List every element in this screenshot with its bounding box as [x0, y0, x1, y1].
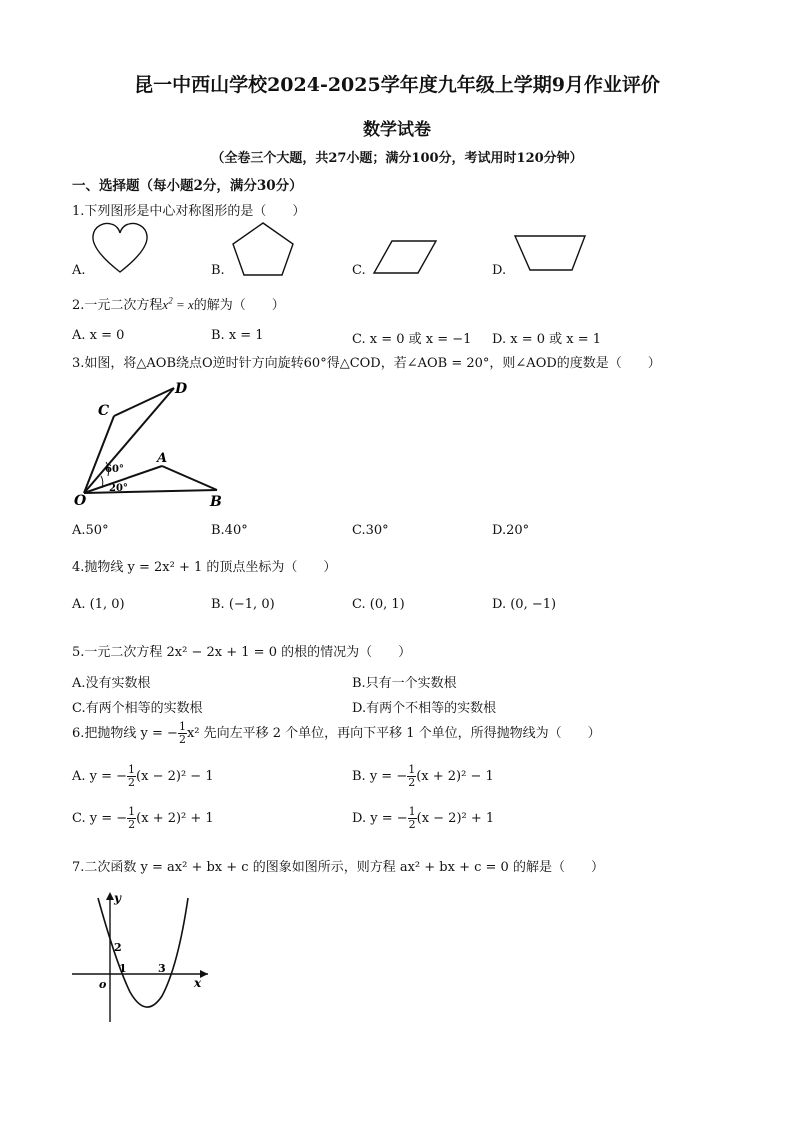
exam-info: （全卷三个大题，共27小题；满分100分，考试用时120分钟）	[211, 151, 583, 166]
q6-option-c: C. y = − $\frac{1}{2}$ (x + 2)² + 1	[72, 805, 214, 831]
axis-y-label: y	[114, 891, 121, 905]
exam-title: 昆一中西山学校2024-2025学年度九年级上学期9月作业评价	[134, 74, 660, 96]
q1-option-d-label: D.	[492, 263, 507, 278]
q1-option-c-label: C.	[352, 263, 366, 278]
q4-option-c: C. (0, 1)	[352, 597, 405, 612]
q2-option-b: B. x = 1	[211, 328, 264, 343]
q2-equation: $x^2 = x$	[162, 295, 194, 312]
q6-option-d: D. y = − $\frac{1}{2}$ (x − 2)² + 1	[352, 805, 495, 831]
trapezoid-shape	[512, 232, 588, 274]
root-1-label: 1	[119, 962, 127, 975]
question-4-stem: 4.抛物线 y = 2x² + 1 的顶点坐标为（ ）	[72, 560, 337, 575]
label-o: O	[74, 493, 87, 509]
q3-option-a: A.50°	[72, 523, 109, 538]
parallelogram-shape	[370, 238, 440, 278]
q5-option-d: D.有两个不相等的实数根	[352, 701, 497, 716]
q3-option-d: D.20°	[492, 523, 530, 538]
q2-stem-pre: 2.一元二次方程	[72, 298, 163, 313]
heart-shape	[90, 220, 150, 276]
q2-option-c: C. x = 0 或 x = −1	[352, 332, 472, 347]
root-3-label: 3	[158, 962, 166, 975]
q2-option-d: D. x = 0 或 x = 1	[492, 332, 602, 347]
axis-x-label: x	[194, 976, 202, 990]
question-6-stem	[72, 721, 601, 746]
question-5-stem: 5.一元二次方程 2x² − 2x + 1 = 0 的根的情况为（ ）	[72, 645, 412, 660]
y-intercept-label: 2	[114, 941, 122, 954]
rotation-figure	[72, 378, 232, 513]
q5-option-b: B.只有一个实数根	[352, 676, 457, 691]
label-a: A	[157, 451, 168, 466]
angle-20-label: 20°	[109, 483, 128, 494]
parabola-graph	[70, 888, 215, 1028]
q6-stem-pre: 6.把抛物线 y = −	[72, 726, 178, 741]
q6-option-a: A. y = − $\frac{1}{2}$ (x − 2)² − 1	[72, 763, 214, 789]
q6-fraction: $\frac{1}{2}$	[178, 720, 186, 746]
q5-option-c: C.有两个相等的实数根	[72, 701, 203, 716]
q2-option-a: A. x = 0	[72, 328, 125, 343]
q5-option-a: A.没有实数根	[72, 676, 151, 691]
label-c: C	[98, 403, 110, 419]
label-b: B	[210, 494, 222, 510]
label-d: D	[175, 381, 188, 397]
q3-option-c: C.30°	[352, 523, 389, 538]
q4-option-d: D. (0, −1)	[492, 597, 557, 612]
question-2-stem	[72, 294, 285, 313]
q1-option-a-label: A.	[72, 263, 86, 278]
question-3-stem: 3.如图，将△AOB绕点O逆时针方向旋转60°得△COD，若∠AOB = 20°，则∠AOD的度数是（ ）	[72, 356, 661, 371]
q6-option-b: B. y = − $\frac{1}{2}$ (x + 2)² − 1	[352, 763, 494, 789]
pentagon-shape	[230, 220, 296, 278]
q4-option-a: A. (1, 0)	[72, 597, 125, 612]
exam-subtitle: 数学试卷	[363, 120, 431, 140]
q4-option-b: B. (−1, 0)	[211, 597, 275, 612]
q1-option-b-label: B.	[211, 263, 225, 278]
angle-60-label: 60°	[105, 464, 124, 475]
q3-option-b: B.40°	[211, 523, 248, 538]
question-1-stem: 1.下列图形是中心对称图形的是（ ）	[72, 204, 306, 219]
section-heading: 一、选择题（每小题2分，满分30分）	[72, 178, 303, 194]
q2-stem-post: 的解为（ ）	[193, 298, 285, 313]
q6-stem-post: x² 先向左平移 2 个单位，再向下平移 1 个单位，所得抛物线为（ ）	[186, 726, 601, 741]
question-7-stem: 7.二次函数 y = ax² + bx + c 的图象如图所示，则方程 ax² + bx + c = 0 的解是（ ）	[72, 860, 604, 875]
origin-label: o	[99, 978, 107, 991]
